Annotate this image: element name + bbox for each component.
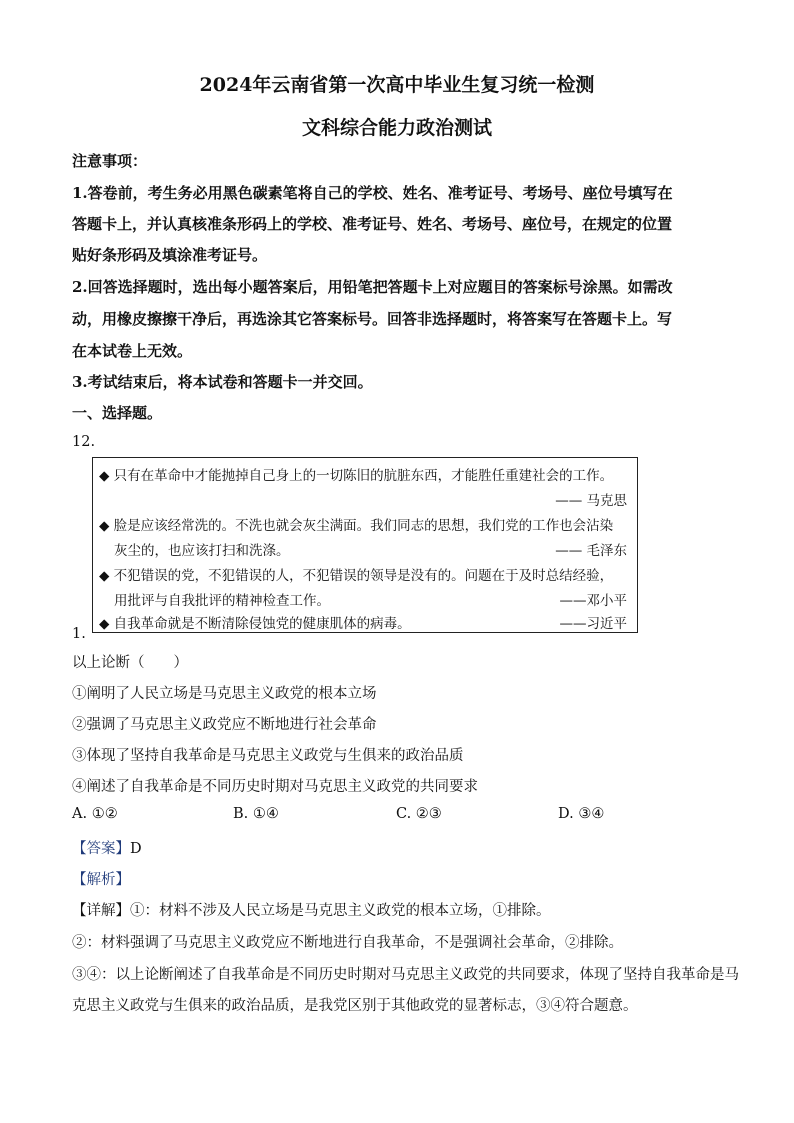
question-stem: 以上论断（ ） [72,655,188,671]
quote-line: ◆ 脸是应该经常洗的。不洗也就会灰尘满面。我们同志的思想，我们党的工作也会沾染 [99,518,614,534]
note-line: 在本试卷上无效。 [72,342,193,360]
statement: ④阐述了自我革命是不同历史时期对马克思主义政党的共同要求 [72,779,478,795]
analysis-line: ②：材料强调了马克思主义政党应不断地进行自我革命，不是强调社会革命，②排除。 [72,935,623,951]
page-subtitle: 文科综合能力政治测试 [301,117,492,139]
note-line: 1.答卷前，考生务必用黑色碳素笔将自己的学校、姓名、准考证号、考场号、座位号填写在 [72,184,673,202]
option-a: A. ①② [72,806,118,822]
analysis-text: ①：材料不涉及人民立场是马克思主义政党的根本立场，①排除。 [130,903,551,919]
quote-line: ◆ 只有在革命中才能抛掉自己身上的一切陈旧的肮脏东西，才能胜任重建社会的工作。 [99,468,614,484]
quote-line: 灰尘的，也应该打扫和洗涤。 [114,543,290,559]
option-b: B. ①④ [233,806,279,822]
quote-author: ——邓小平 [559,593,627,609]
analysis-line: ③④：以上论断阐述了自我革命是不同历史时期对马克思主义政党的共同要求，体现了坚持自我革命是马 [72,967,739,983]
answer-line [72,837,142,858]
quote-author: —— 马克思 [555,493,627,509]
note-line: 3.考试结束后，将本试卷和答题卡一并交回。 [72,373,373,391]
question-number: 12. [72,434,96,450]
analysis-line: 克思主义政党与生俱来的政治品质，是我党区别于其他政党的显著标志，③④符合题意。 [72,998,638,1014]
answer-label: 【答案】 [72,841,130,857]
quote-line: ◆ 自我革命就是不断清除侵蚀党的健康肌体的病毒。 [99,616,411,632]
quote-box [92,457,638,633]
note-line: 贴好条形码及填涂准考证号。 [72,246,268,264]
analysis-label: 【解析】 [72,872,130,888]
statement: ③体现了坚持自我革命是马克思主义政党与生俱来的政治品质 [72,748,464,764]
option-c: C. ②③ [396,806,442,822]
page-title: 2024年云南省第一次高中毕业生复习统一检测 [199,74,595,96]
quote-author: ——习近平 [559,616,627,632]
note-line: 2.回答选择题时，选出每小题答案后，用铅笔把答题卡上对应题目的答案标号涂黑。如需改 [72,278,673,296]
quote-line: ◆ 不犯错误的党，不犯错误的人，不犯错误的领导是没有的。问题在于及时总结经验， [99,568,614,584]
quote-line: 用批评与自我批评的精神检查工作。 [114,593,330,609]
section-heading: 一、选择题。 [72,404,163,422]
sub-number: 1. [72,626,86,642]
note-line: 答题卡上，并认真核准条形码上的学校、准考证号、姓名、考场号、座位号，在规定的位置 [72,215,673,233]
quote-author: —— 毛泽东 [555,543,627,559]
statement: ①阐明了人民立场是马克思主义政党的根本立场 [72,686,377,702]
answer-value: D [130,841,142,857]
note-line: 动，用橡皮擦擦干净后，再选涂其它答案标号。回答非选择题时，将答案写在答题卡上。写 [72,310,673,328]
option-d: D. ③④ [558,806,605,822]
notes-heading: 注意事项： [72,152,148,170]
analysis-line [72,899,551,920]
statement: ②强调了马克思主义政党应不断地进行社会革命 [72,717,377,733]
detail-label: 【详解】 [72,903,130,919]
